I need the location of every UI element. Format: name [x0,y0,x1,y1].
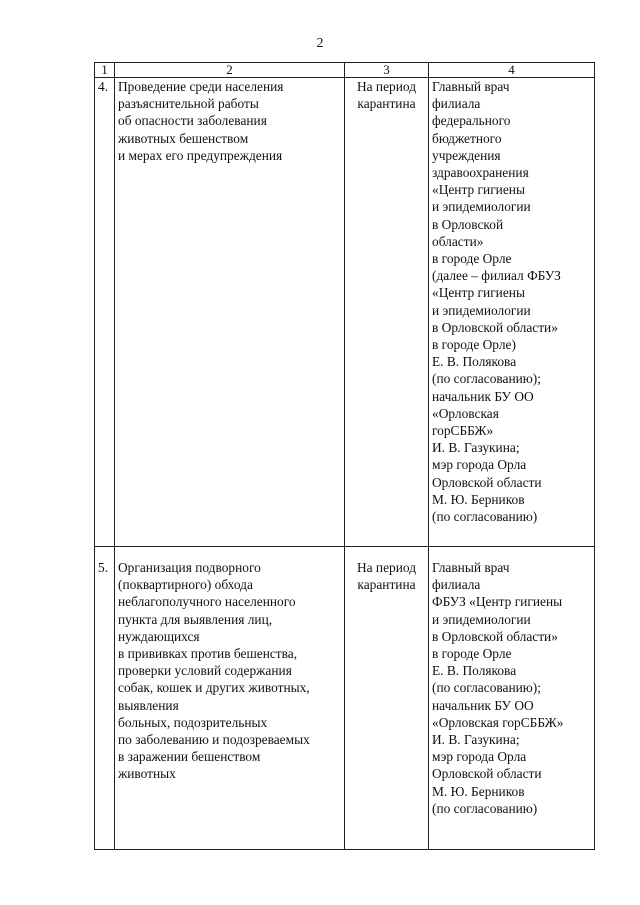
text-line: (по согласованию); [432,371,541,387]
text-line: и эпидемиологии [432,199,531,215]
measure-description [115,78,345,547]
text-line: И. В. Газукина; [432,440,520,456]
text-line: разъяснительной работы [118,96,259,112]
measure-responsible [429,78,595,547]
text-line: выявления [118,697,179,713]
text-line: «Орловская [432,405,499,421]
text-line: М. Ю. Берников [432,783,525,799]
text-line: (по согласованию) [432,509,538,525]
text-line: горСББЖ» [432,423,494,439]
page-number: 2 [316,36,324,51]
measures-table [94,62,595,850]
text-line: карантина [357,96,416,112]
text-line: Проведение среди населения [118,79,284,94]
text-line: по заболеванию и подозреваемых [118,732,310,748]
row-number: 5. [95,547,115,850]
text-line: На период [356,79,417,94]
text-line: (далее – филиал ФБУЗ [432,268,561,284]
text-line: Главный врач [432,560,510,575]
text-line: Организация подворного [118,560,261,575]
text-line: мэр города Орла [432,749,527,765]
header-row [95,63,595,78]
header-col-1: 1 [95,63,115,78]
text-line: и эпидемиологии [432,611,531,627]
text-line: неблагополучного населенного [118,594,296,610]
text-line: животных бешенством [118,130,249,146]
text-line: На период [356,560,417,575]
text-line: в Орловской области» [432,319,558,335]
measure-period [345,547,429,850]
text-line: (по согласованию) [432,800,538,816]
text-line: ФБУЗ «Центр гигиены [432,594,563,610]
text-line: больных, подозрительных [118,714,268,730]
text-line: Главный врач [432,79,510,94]
text-line: бюджетного [432,130,502,146]
row-number: 4. [95,78,115,547]
text-line: (поквартирного) обхода [118,577,253,593]
table-row [95,547,595,850]
table-row [95,78,595,547]
text-line: карантина [357,577,416,593]
text-line: здравоохранения [432,165,529,181]
text-line: и мерах его предупреждения [118,147,283,163]
text-line: и эпидемиологии [432,302,531,318]
text-line: мэр города Орла [432,457,527,473]
header-col-3: 3 [345,63,429,78]
header-col-4: 4 [429,63,595,78]
text-line: в городе Орле) [432,337,516,353]
text-line: в заражении бешенством [118,749,261,765]
text-line: Е. В. Полякова [432,354,517,370]
text-line: филиала [432,96,481,112]
text-line: в Орловской [432,216,504,232]
text-line: в прививках против бешенства, [118,646,298,662]
text-line: М. Ю. Берников [432,491,525,507]
text-line: области» [432,233,484,249]
measure-description [115,547,345,850]
text-line: учреждения [432,147,501,163]
text-line: (по согласованию); [432,680,541,696]
text-line: «Центр гигиены [432,285,525,301]
measure-period [345,78,429,547]
text-line: начальник БУ ОО [432,697,534,713]
text-line: Орловской области [432,474,542,490]
text-line: «Орловская горСББЖ» [432,714,564,730]
text-line: нуждающихся [118,628,200,644]
text-line: об опасности заболевания [118,113,267,129]
text-line: в городе Орле [432,646,512,662]
header-col-2: 2 [115,63,345,78]
measure-responsible [429,547,595,850]
text-line: проверки условий содержания [118,663,292,679]
text-line: пункта для выявления лиц, [118,611,273,627]
text-line: собак, кошек и других животных, [118,680,310,696]
text-line: Е. В. Полякова [432,663,517,679]
text-line: филиала [432,577,481,593]
text-line: животных [118,766,176,782]
text-line: в Орловской области» [432,628,558,644]
text-line: «Центр гигиены [432,182,525,198]
text-line: И. В. Газукина; [432,732,520,748]
text-line: в городе Орле [432,251,512,267]
text-line: Орловской области [432,766,542,782]
text-line: федерального [432,113,511,129]
text-line: начальник БУ ОО [432,388,534,404]
